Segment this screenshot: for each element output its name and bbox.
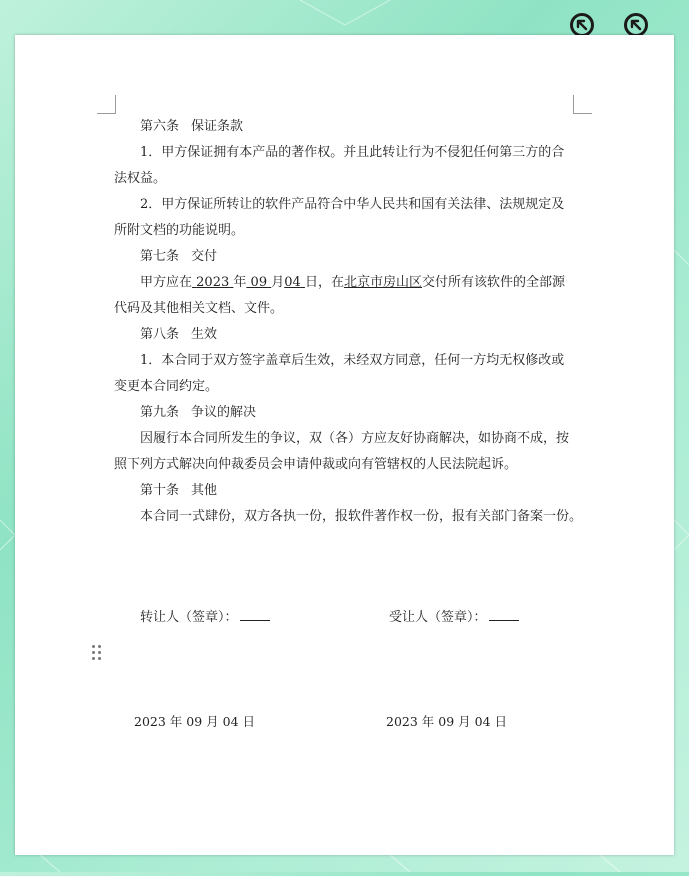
paragraph-line: 所附文档的功能说明。 xyxy=(114,223,245,238)
delivery-month: 09 xyxy=(250,275,268,290)
article-heading: 第六条 保证条款 xyxy=(140,119,244,134)
article-heading: 第七条 交付 xyxy=(140,249,218,264)
drag-handle-icon[interactable] xyxy=(92,645,102,661)
article-heading: 第八条 生效 xyxy=(140,327,218,342)
article-heading: 第九条 争议的解决 xyxy=(140,405,257,420)
signature-blank[interactable] xyxy=(489,607,519,621)
delivery-year: 2023 xyxy=(196,275,230,290)
paragraph-line: 变更本合同约定。 xyxy=(114,379,219,394)
delivery-line: 甲方应在 2023 年 09 月04 日，在北京市房山区交付所有该软件的全部源 xyxy=(140,275,565,290)
paragraph-line: 1．甲方保证拥有本产品的著作权。并且此转让行为不侵犯任何第三方的合 xyxy=(140,145,565,160)
delivery-place: 北京市房山区 xyxy=(343,275,422,290)
arrow-up-left-icon[interactable] xyxy=(624,13,648,37)
margin-corner-mark xyxy=(97,95,116,114)
document-page xyxy=(15,35,674,855)
paragraph-line: 本合同一式肆份，双方各执一份，报软件著作权一份，报有关部门备案一份。 xyxy=(140,509,583,524)
signature-blank[interactable] xyxy=(240,607,270,621)
document-body[interactable] xyxy=(114,114,583,530)
paragraph-line: 2．甲方保证所转让的软件产品符合中华人民共和国有关法律、法规规定及 xyxy=(140,197,565,212)
arrow-up-left-icon[interactable] xyxy=(570,13,594,37)
article-heading: 第十条 其他 xyxy=(140,483,218,498)
paragraph-line: 代码及其他相关文档、文件。 xyxy=(114,301,284,316)
paragraph-line: 照下列方式解决向仲裁委员会申请仲裁或向有管辖权的人民法院起诉。 xyxy=(114,457,518,472)
margin-corner-mark xyxy=(573,95,592,114)
delivery-day: 04 xyxy=(284,275,301,290)
paragraph-line: 因履行本合同所发生的争议，双（各）方应友好协商解决，如协商不成，按 xyxy=(140,431,570,446)
transferee-date: 2023 年 09 月 04 日 xyxy=(386,714,507,729)
transferee-signature[interactable]: 受让人（签章）： xyxy=(389,606,519,625)
transferor-date: 2023 年 09 月 04 日 xyxy=(134,714,255,729)
paragraph-line: 法权益。 xyxy=(114,171,167,186)
transferor-signature[interactable]: 转让人（签章）： xyxy=(140,606,270,625)
paragraph-line: 1．本合同于双方签字盖章后生效，未经双方同意，任何一方均无权修改或 xyxy=(140,353,565,368)
